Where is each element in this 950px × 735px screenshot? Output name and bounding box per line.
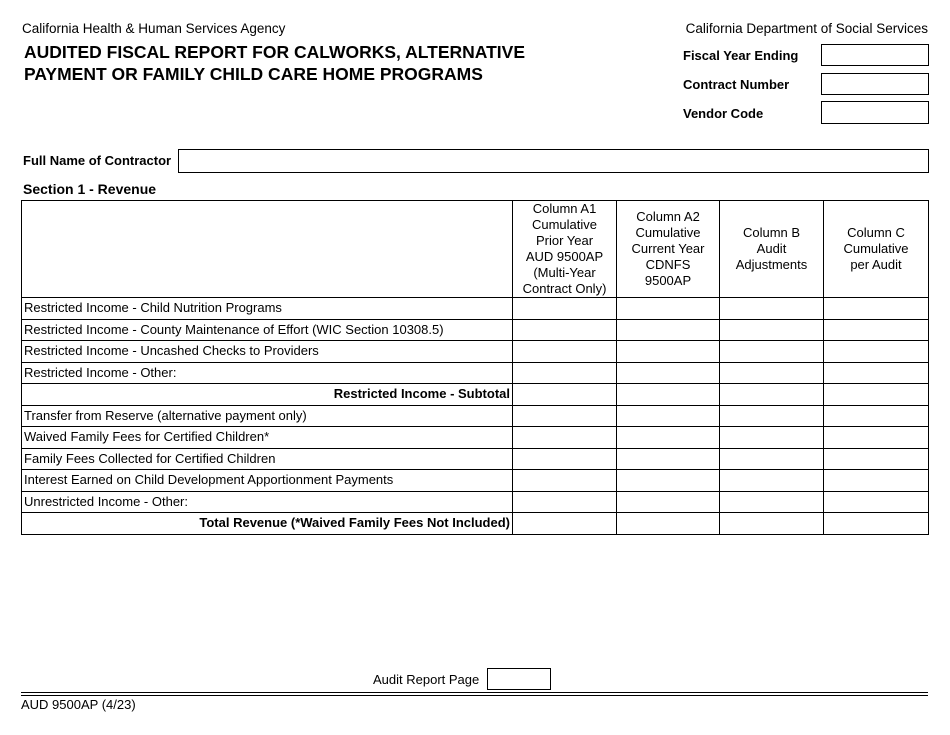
column-header-line: Adjustments — [735, 257, 808, 272]
amount-cell[interactable] — [513, 384, 617, 406]
column-header-line: Cumulative — [843, 241, 909, 256]
column-header-line: Column B — [742, 225, 801, 240]
row-label: Restricted Income - Uncashed Checks to Providers — [22, 341, 513, 363]
row-label: Waived Family Fees for Certified Children* — [22, 427, 513, 449]
amount-cell[interactable] — [824, 491, 929, 513]
column-header-line: Column A2 — [636, 209, 700, 224]
column-header-line: Current Year — [631, 241, 705, 256]
amount-cell[interactable] — [513, 298, 617, 320]
table-row — [22, 384, 929, 406]
amount-cell[interactable] — [824, 427, 929, 449]
amount-cell[interactable] — [824, 513, 929, 535]
column-header-line: Column A1 — [532, 201, 597, 216]
amount-cell[interactable] — [617, 298, 720, 320]
amount-cell[interactable] — [824, 405, 929, 427]
amount-cell[interactable] — [720, 470, 824, 492]
amount-cell[interactable] — [513, 470, 617, 492]
amount-cell[interactable] — [720, 384, 824, 406]
amount-cell[interactable] — [513, 491, 617, 513]
row-label: Family Fees Collected for Certified Children — [22, 448, 513, 470]
amount-cell[interactable] — [824, 319, 929, 341]
table-row — [22, 405, 929, 427]
amount-cell[interactable] — [513, 513, 617, 535]
amount-cell[interactable] — [617, 491, 720, 513]
fiscal-year-ending-field[interactable] — [821, 44, 929, 66]
column-header-line: Cumulative — [635, 225, 701, 240]
table-row — [22, 341, 929, 363]
vendor-code-label: Vendor Code — [683, 106, 764, 121]
amount-cell[interactable] — [720, 448, 824, 470]
table-row — [22, 491, 929, 513]
amount-cell[interactable] — [720, 491, 824, 513]
amount-cell[interactable] — [617, 341, 720, 363]
revenue-table-header — [22, 201, 929, 298]
audit-report-page-field[interactable] — [487, 668, 551, 690]
revenue-table — [21, 200, 929, 535]
column-header-line: Cumulative — [531, 217, 598, 232]
amount-cell[interactable] — [720, 298, 824, 320]
contractor-name-label: Full Name of Contractor — [23, 153, 172, 168]
contract-number-field[interactable] — [821, 73, 929, 95]
footer-divider — [21, 692, 928, 693]
amount-cell[interactable] — [824, 384, 929, 406]
form-number: AUD 9500AP (4/23) — [21, 697, 136, 712]
amount-cell[interactable] — [720, 341, 824, 363]
subtotal-label: Total Revenue (*Waived Family Fees Not Included) — [22, 513, 513, 535]
amount-cell[interactable] — [513, 448, 617, 470]
row-label: Restricted Income - Child Nutrition Programs — [22, 298, 513, 320]
column-header-line: AUD 9500AP — [525, 249, 604, 264]
row-label: Restricted Income - County Maintenance of Effort (WIC Section 10308.5) — [22, 319, 513, 341]
amount-cell[interactable] — [617, 405, 720, 427]
amount-cell[interactable] — [720, 405, 824, 427]
column-header-line: Contract Only) — [522, 281, 607, 296]
fiscal-year-ending-label: Fiscal Year Ending — [683, 48, 799, 63]
amount-cell[interactable] — [513, 362, 617, 384]
amount-cell[interactable] — [720, 319, 824, 341]
agency-name: California Health & Human Services Agency — [22, 21, 286, 36]
column-header-line: (Multi-Year — [533, 265, 596, 280]
amount-cell[interactable] — [513, 341, 617, 363]
form-title-line-2: PAYMENT OR FAMILY CHILD CARE HOME PROGRAMS — [24, 64, 483, 84]
amount-cell[interactable] — [617, 427, 720, 449]
amount-cell[interactable] — [617, 513, 720, 535]
column-header-3 — [720, 201, 824, 298]
amount-cell[interactable] — [720, 513, 824, 535]
column-header-line: 9500AP — [644, 273, 692, 288]
amount-cell[interactable] — [513, 405, 617, 427]
table-row — [22, 427, 929, 449]
row-label: Interest Earned on Child Development Apportionment Payments — [22, 470, 513, 492]
amount-cell[interactable] — [824, 362, 929, 384]
table-row — [22, 319, 929, 341]
amount-cell[interactable] — [824, 470, 929, 492]
amount-cell[interactable] — [617, 319, 720, 341]
department-name: California Department of Social Services — [685, 21, 928, 36]
column-header-line: Column C — [847, 225, 905, 240]
column-header-line: per Audit — [850, 257, 902, 272]
column-header-line: CDNFS — [645, 257, 691, 272]
section-1-title: Section 1 - Revenue — [23, 181, 157, 197]
amount-cell[interactable] — [720, 362, 824, 384]
table-row — [22, 362, 929, 384]
amount-cell[interactable] — [824, 298, 929, 320]
vendor-code-field[interactable] — [821, 101, 929, 124]
subtotal-label: Restricted Income - Subtotal — [22, 384, 513, 406]
table-row — [22, 298, 929, 320]
table-row — [22, 448, 929, 470]
table-row — [22, 470, 929, 492]
column-header-1 — [513, 201, 617, 298]
contract-number-label: Contract Number — [683, 77, 790, 92]
amount-cell[interactable] — [824, 341, 929, 363]
row-label: Restricted Income - Other: — [22, 362, 513, 384]
amount-cell[interactable] — [617, 448, 720, 470]
footer-divider-double — [21, 695, 928, 696]
amount-cell[interactable] — [617, 362, 720, 384]
column-header-line: Prior Year — [535, 233, 594, 248]
form-title-line-1: AUDITED FISCAL REPORT FOR CALWORKS, ALTERNATIVE — [24, 42, 526, 62]
row-label: Unrestricted Income - Other: — [22, 491, 513, 513]
amount-cell[interactable] — [513, 319, 617, 341]
contractor-name-field[interactable] — [178, 149, 929, 173]
row-label-header — [22, 201, 513, 298]
column-header-4 — [824, 201, 929, 298]
amount-cell[interactable] — [513, 427, 617, 449]
amount-cell[interactable] — [617, 470, 720, 492]
audit-report-page-label: Audit Report Page — [373, 672, 480, 687]
table-row — [22, 513, 929, 535]
row-label: Transfer from Reserve (alternative payment only) — [22, 405, 513, 427]
form-title — [24, 41, 584, 85]
amount-cell[interactable] — [824, 448, 929, 470]
amount-cell[interactable] — [720, 427, 824, 449]
amount-cell[interactable] — [617, 384, 720, 406]
column-header-2 — [617, 201, 720, 298]
column-header-line: Audit — [756, 241, 787, 256]
